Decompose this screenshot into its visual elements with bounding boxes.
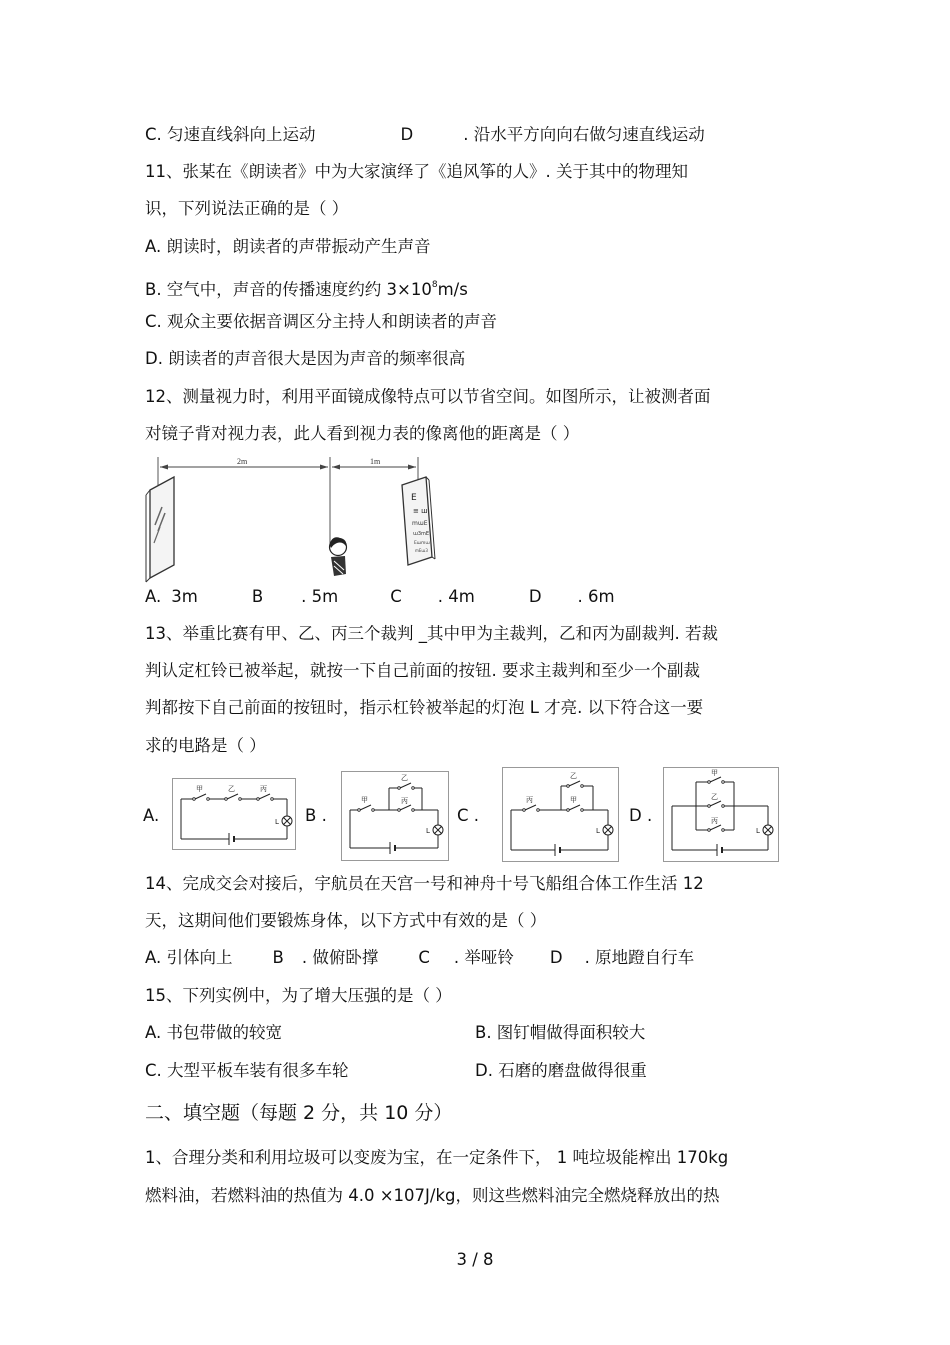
q10-option-c: C. 匀速直线斜向上运动	[145, 125, 316, 144]
svg-text:mЕɯ3: mЕɯ3	[415, 548, 428, 553]
svg-text:≡ ш: ≡ ш	[413, 507, 428, 515]
q14-stem-1: 14、完成交会对接后，宇航员在天宫一号和神舟十号飞船组合体工作生活 12	[145, 874, 704, 893]
q11-exponent: 8	[431, 280, 438, 290]
q10-line	[145, 124, 705, 146]
q12-label-1m: 1m	[370, 457, 381, 466]
q12-option-c-text: . 4m	[437, 587, 475, 606]
switch-bing-label: 丙	[401, 797, 408, 805]
q15-option-d: D. 石磨的磨盘做得很重	[475, 1061, 647, 1080]
switch-yi-label: 乙	[401, 774, 408, 782]
q14-options	[145, 947, 694, 969]
page-number: 3 / 8	[456, 1250, 494, 1269]
mirror-icon	[146, 477, 174, 582]
q15-stem: 15、下列实例中，为了增大压强的是（ ）	[145, 986, 452, 1005]
q10-option-d-text: . 沿水平方向向右做匀速直线运动	[463, 125, 705, 144]
lamp-label: L	[426, 827, 430, 835]
q11-option-b-text: B. 空气中，声音的传播速度约约 3×10	[145, 280, 432, 299]
switch-jia-label: 甲	[570, 796, 577, 804]
q12-option-c-label: C	[390, 587, 402, 606]
q11-option-a: A. 朗读时，朗读者的声带振动产生声音	[145, 237, 431, 256]
lamp-label: L	[756, 827, 760, 835]
svg-text:E: E	[411, 493, 417, 503]
q15-option-b: B. 图钉帽做得面积较大	[475, 1023, 646, 1042]
svg-text:ɯ3mE: ɯ3mE	[413, 531, 430, 537]
q12-option-a-text: 3m	[171, 587, 198, 606]
q14-option-d-label: D	[549, 948, 563, 967]
q14-option-b-text: . 做俯卧撑	[301, 948, 379, 967]
switch-bing-label: 丙	[711, 817, 718, 825]
q12-option-b-label: B	[251, 587, 264, 606]
q13-stem-4: 求的电路是（ ）	[145, 736, 266, 755]
q14-option-a: A. 引体向上	[145, 948, 233, 967]
q11-stem-2: 识，下列说法正确的是（ ）	[145, 199, 349, 218]
fill1-line-1: 1、合理分类和利用垃圾可以变废为宝，在一定条件下， 1 吨垃圾能榨出 170kg	[145, 1148, 729, 1167]
q13-stem-1: 13、举重比赛有甲、乙、丙三个裁判 _其中甲为主裁判，乙和丙为副裁判. 若裁	[145, 624, 718, 643]
svg-text:Ешmɯ: Ешmɯ	[414, 541, 430, 546]
q15-option-a: A. 书包带做的较宽	[145, 1023, 282, 1042]
q10-option-d-label: D	[400, 125, 414, 144]
q11-option-b	[145, 274, 468, 301]
fill1-line-2: 燃料油，若燃料油的热值为 4.0 ×107J/kg，则这些燃料油完全燃烧释放出的热	[145, 1186, 720, 1205]
q11-option-c: C. 观众主要依据音调区分主持人和朗读者的声音	[145, 312, 498, 331]
q12-stem-2: 对镜子背对视力表，此人看到视力表的像离他的距离是（ ）	[145, 424, 580, 443]
q14-option-d-text: . 原地蹬自行车	[584, 948, 695, 967]
switch-yi-label: 乙	[711, 793, 718, 801]
q14-stem-2: 天，这期间他们要锻炼身体，以下方式中有效的是（ ）	[145, 911, 547, 930]
q13-circuit-b	[341, 771, 449, 861]
q12-option-a-label: A.	[145, 587, 162, 606]
switch-jia-label: 甲	[196, 785, 203, 793]
q12-option-d-label: D	[528, 587, 542, 606]
section-title: 二、填空题（每题 2 分，共 10 分）	[145, 1102, 453, 1124]
person-icon	[330, 537, 347, 576]
eye-chart-icon	[402, 477, 435, 565]
q14-option-b-label: B	[272, 948, 284, 967]
q13-option-c-label: C .	[457, 806, 480, 825]
switch-jia-label: 甲	[711, 769, 718, 777]
switch-bing-label: 丙	[260, 785, 267, 793]
q13-circuit-a	[172, 778, 296, 850]
q13-stem-3: 判都按下自己前面的按钮时，指示杠铃被举起的灯泡 L 才亮. 以下符合这一要	[145, 698, 704, 717]
q12-option-b-text: . 5m	[301, 587, 339, 606]
switch-jia-label: 甲	[361, 796, 368, 804]
q13-circuit-c	[502, 767, 619, 862]
q15-option-c: C. 大型平板车装有很多车轮	[145, 1061, 349, 1080]
q11-option-d: D. 朗读者的声音很大是因为声音的频率很高	[145, 349, 466, 368]
q12-stem-1: 12、测量视力时，利用平面镜成像特点可以节省空间。如图所示，让被测者面	[145, 387, 711, 406]
q11-option-b-unit: m/s	[437, 280, 468, 299]
q12-label-2m: 2m	[237, 457, 248, 466]
switch-yi-label: 乙	[570, 772, 577, 780]
lamp-label: L	[275, 818, 279, 826]
q13-option-d-label: D .	[629, 806, 653, 825]
q12-eye-test-figure	[140, 455, 440, 585]
q13-option-a-label: A.	[143, 806, 160, 825]
lamp-label: L	[596, 827, 600, 835]
q11-stem-1: 11、张某在《朗读者》中为大家演绎了《追风筝的人》. 关于其中的物理知	[145, 162, 688, 181]
q12-options	[145, 586, 615, 608]
q14-option-c-label: C	[418, 948, 430, 967]
q13-circuit-d	[663, 767, 779, 862]
svg-text:mɯE: mɯE	[412, 520, 428, 527]
switch-yi-label: 乙	[228, 785, 235, 793]
q14-option-c-text: . 举哑铃	[453, 948, 514, 967]
q12-option-d-text: . 6m	[577, 587, 615, 606]
q13-stem-2: 判认定杠铃已被举起，就按一下自己前面的按钮. 要求主裁判和至少一个副裁	[145, 661, 700, 680]
q13-option-b-label: B .	[305, 806, 327, 825]
switch-bing-label: 丙	[526, 796, 533, 804]
